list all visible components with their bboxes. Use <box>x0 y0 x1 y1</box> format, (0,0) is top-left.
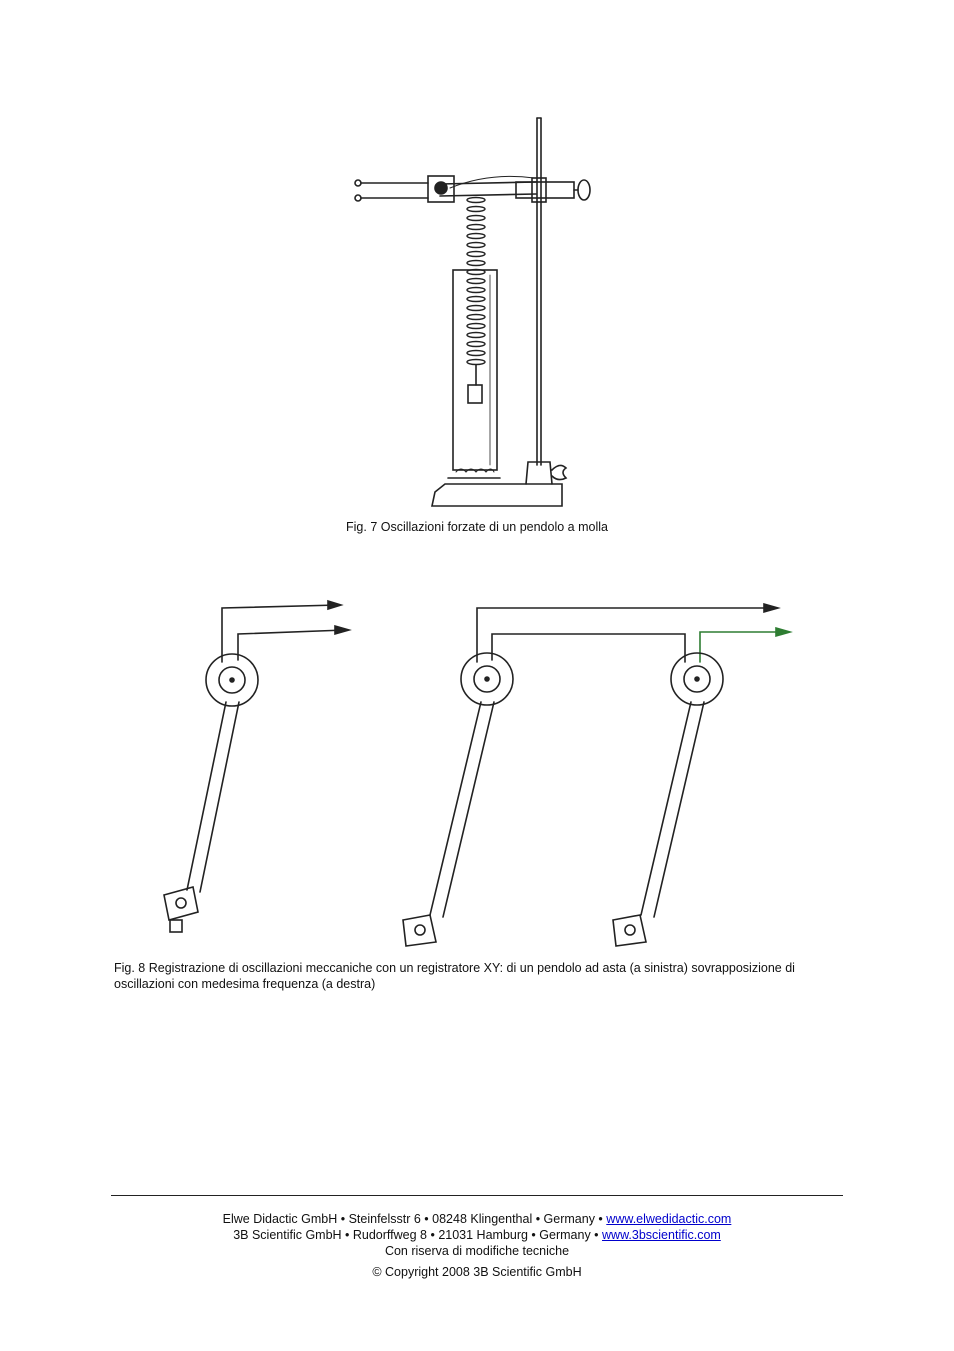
terminal-bottom <box>355 195 361 201</box>
footer-3b-address: 3B Scientific GmbH • Rudorffweg 8 • 21031 Hamburg • Germany • <box>233 1228 603 1242</box>
terminal-top <box>355 180 361 186</box>
footer-divider <box>111 1195 843 1196</box>
pendulum-bob <box>164 887 198 920</box>
figure-7-caption: Fig. 7 Oscillazioni forzate di un pendolo a molla <box>346 520 608 534</box>
elwedidactic-link[interactable]: www.elwedidactic.com <box>606 1212 732 1226</box>
rod-clamp <box>516 182 574 198</box>
stand-base <box>432 484 562 506</box>
pendulum-bob-right <box>613 915 646 946</box>
footer-copyright: © Copyright 2008 3B Scientific GmbH <box>372 1265 582 1279</box>
rod-foot <box>526 462 552 484</box>
footer-elwe-address: Elwe Didactic GmbH • Steinfelsstr 6 • 08248 Klingenthal • Germany • <box>222 1212 607 1226</box>
footer-line-elwe <box>0 1211 954 1227</box>
rod-pendulums-drawing <box>140 590 810 955</box>
spring-pendulum-drawing <box>340 110 610 515</box>
figure-8-rod-pendulums <box>140 590 810 955</box>
hanging-mass <box>468 385 482 403</box>
footer <box>0 1211 954 1280</box>
right-pendulum-pair <box>403 604 790 946</box>
figure-7-spring-pendulum <box>340 110 610 515</box>
figure-8-caption: Fig. 8 Registrazione di oscillazioni meccaniche con un registratore XY: di un pendolo ad asta (a sinistra) sovrapposizione di oscillazioni con medesima frequenza (a destra) <box>114 961 795 991</box>
footer-technical-note: Con riserva di modifiche tecniche <box>384 1244 570 1258</box>
wing-nut <box>552 465 566 479</box>
arrow-head <box>335 626 349 634</box>
left-pendulum <box>164 601 349 932</box>
spring <box>467 198 485 365</box>
pendulum-bob-middle <box>403 915 436 946</box>
arrow-head <box>764 604 778 612</box>
arrow-head <box>776 628 790 636</box>
footer-line-3b <box>0 1227 954 1243</box>
arrow-head <box>328 601 341 609</box>
clamp-screw-knob <box>578 180 590 200</box>
3bscientific-link[interactable]: www.3bscientific.com <box>602 1228 721 1242</box>
